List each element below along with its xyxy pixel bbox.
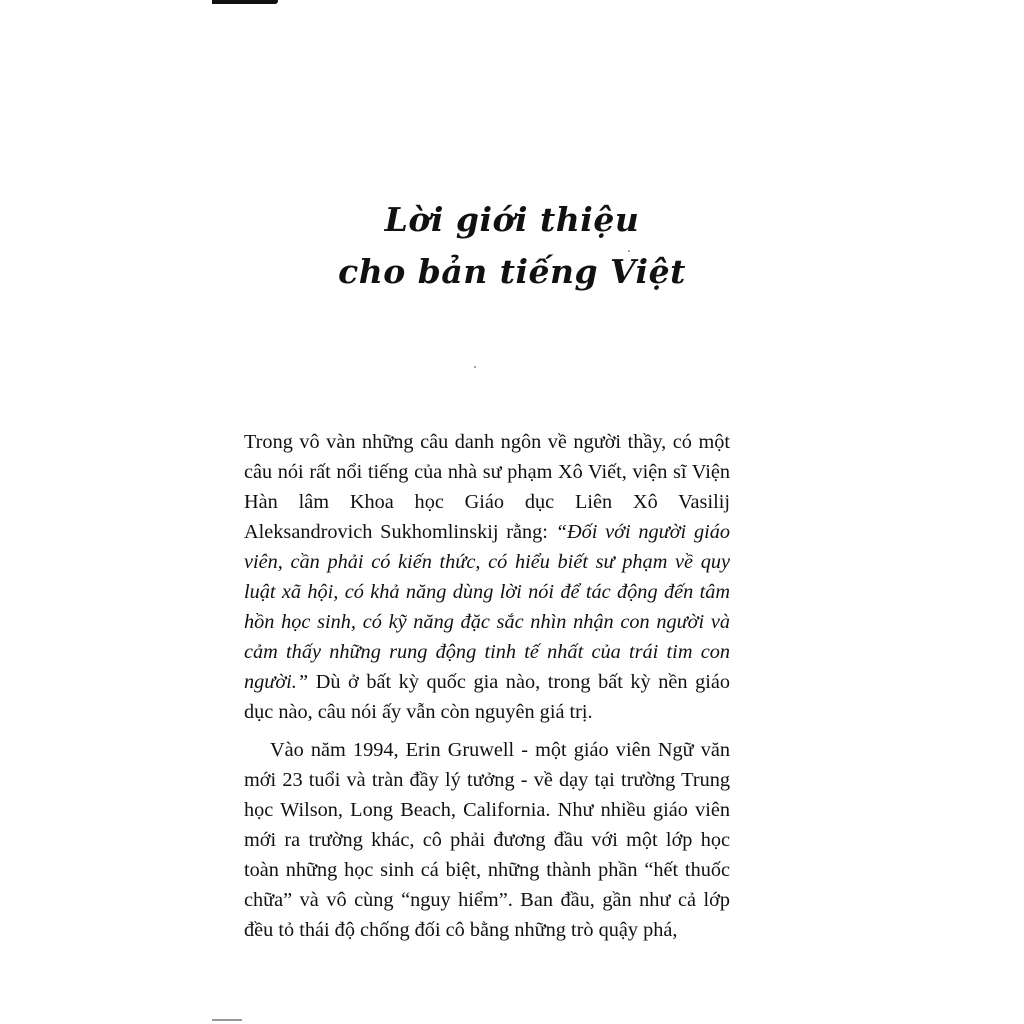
paragraph-1-lead: Trong vô vàn những câu danh ngôn về người thầy, có một câu nói rất nổi tiếng của nhà sư phạm Xô Viết, viện sĩ Viện Hàn lâm Khoa học Giáo dục Liên Xô Vasilij Aleksandrovich Sukhomlinskij rằng: [244,431,730,543]
scan-edge-mark [212,0,278,4]
paragraph-1-tail: Dù ở bất kỳ quốc gia nào, trong bất kỳ nền giáo dục nào, câu nói ấy vẫn còn nguyên giá trị. [244,671,730,723]
scan-speck [474,366,476,368]
scan-bottom-mark [212,1019,242,1021]
intro-paragraph-2 [244,735,730,945]
paragraph-1-quote: “Đối với người giáo viên, cần phải có kiến thức, có hiểu biết sư phạm về quy luật xã hội, có khả năng dùng lời nói để tác động đến tâm hồn học sinh, có kỹ năng đặc sắc nhìn nhận con người và cảm thấy những rung động tinh tế nhất của trái tim con người.” [244,521,731,693]
paragraph-2-text: Vào năm 1994, Erin Gruwell - một giáo viên Ngữ văn mới 23 tuổi và tràn đầy lý tưởng - về dạy tại trường Trung học Wilson, Long Beach, California. Như nhiều giáo viên mới ra trường khác, cô phải đương đầu với một lớp học toàn những học sinh cá biệt, những thành phần “hết thuốc chữa” và vô cùng “nguy hiểm”. Ban đầu, gần như cả lớp đều tỏ thái độ chống đối cô bằng những trò quậy phá, [244,739,730,941]
intro-paragraph-1 [244,427,730,727]
chapter-title-line-1: Lời giới thiệu [384,200,640,239]
chapter-title-line-2: cho bản tiếng Việt [338,252,686,291]
